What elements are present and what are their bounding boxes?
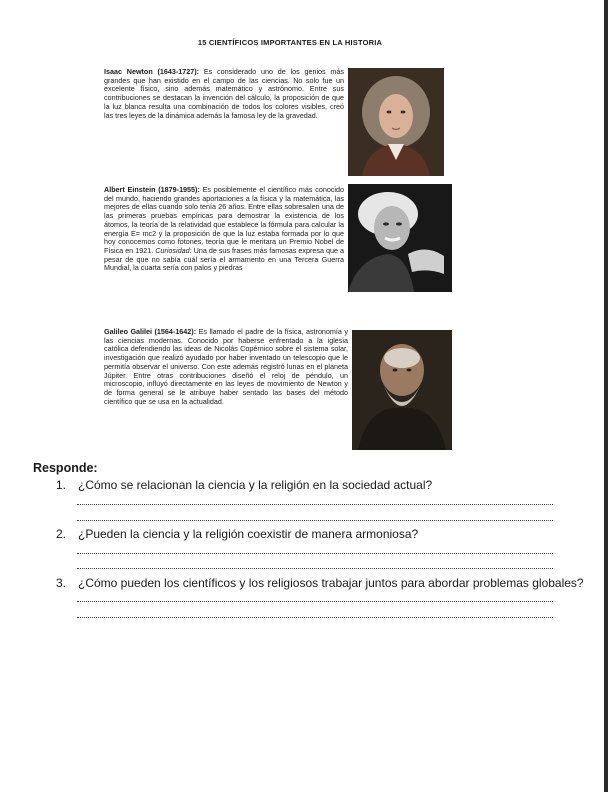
question-3-text: ¿Cómo pueden los científicos y los religiosos trabajar juntos para abordar problemas globales? xyxy=(78,576,584,590)
question-1-text: ¿Cómo se relacionan la ciencia y la religión en la sociedad actual? xyxy=(78,478,433,492)
answer-line-1a[interactable] xyxy=(77,504,553,505)
answer-line-3b[interactable] xyxy=(77,617,553,618)
question-1 xyxy=(56,478,432,492)
answer-line-1b[interactable] xyxy=(77,520,553,521)
albert-einstein-portrait xyxy=(348,184,452,292)
document-title: 15 CIENTÍFICOS IMPORTANTES EN LA HISTORIA xyxy=(197,38,383,47)
newton-text: Es considerado uno de los genios más grandes que han existido en el campo de las ciencias. No solo fue un excelente físico, sino además matemático y astrónomo. Entre sus contribuciones se destacan la invención del cálculo, la proposición de que la luz blanca resulta una combinación de todos los colores visibles, creó las tres leyes de la dinámica además la famosa ley de la gravedad. xyxy=(104,67,344,120)
question-2 xyxy=(56,527,418,541)
einstein-name: Albert Einstein (1879-1955): xyxy=(104,185,200,194)
isaac-newton-portrait xyxy=(348,68,444,176)
newton-name: Isaac Newton (1643-1727): xyxy=(104,67,200,76)
answer-line-3a[interactable] xyxy=(77,601,553,602)
einstein-bio xyxy=(104,186,344,273)
galileo-galilei-portrait xyxy=(352,330,452,450)
responde-heading: Responde: xyxy=(33,461,98,475)
galileo-name: Galileo Galilei (1564-1642): xyxy=(104,327,197,336)
einstein-curiosity-label: Curiosidad: xyxy=(155,245,192,255)
einstein-curiosity-text: Una de sus frases más famosas expresa que a pesar de que no sabía cuál sería el armamento en una Tercera Guerra Mundial, la cuarta sería con palos y piedras xyxy=(104,245,345,273)
page-right-edge xyxy=(604,0,608,792)
einstein-text: Es posiblemente el científico más conocido del mundo, haciendo grandes aportaciones a la física y la matemática, las mejores de ellas cuando solo tenía 26 años. Entre ellas sobresalen una de las primeras pruebas empíricas para demostrar la existencia de los átomos, la teoría de la relatividad que establece la fórmula para calcular la energía E= mc2 y la proposición de que la luz estaba formada por lo que hoy conocemos como fotones, teoría que le meritara un Premio Nobel de Física en 1921. xyxy=(104,185,344,255)
question-3-number: 3. xyxy=(56,576,67,590)
question-3 xyxy=(56,576,584,590)
galileo-text: Es llamado el padre de la física, astronomía y las ciencias modernas. Conocido por haberse enfrentado a la iglesia católica defendiendo las ideas de Nicolás Copérnico sobre el sistema solar, investigación que realizó ayudado por haber inventado un telescopio que le permitía observar el universo. Con este además registró lunas en el planeta Júpiter. Entre otras contribuciones diseñó el reloj de péndulo, un microscopio, influyó directamente en las leyes de movimiento de Newton y de forma general se le atribuye haber sentado las bases del método científico que se usa en la actualidad. xyxy=(104,327,349,406)
newton-bio xyxy=(104,68,344,120)
question-2-text: ¿Pueden la ciencia y la religión coexistir de manera armoniosa? xyxy=(78,527,419,541)
answer-line-2b[interactable] xyxy=(77,568,553,569)
question-2-number: 2. xyxy=(56,527,67,541)
galileo-bio xyxy=(104,328,348,406)
question-1-number: 1. xyxy=(56,478,67,492)
answer-line-2a[interactable] xyxy=(77,553,553,554)
